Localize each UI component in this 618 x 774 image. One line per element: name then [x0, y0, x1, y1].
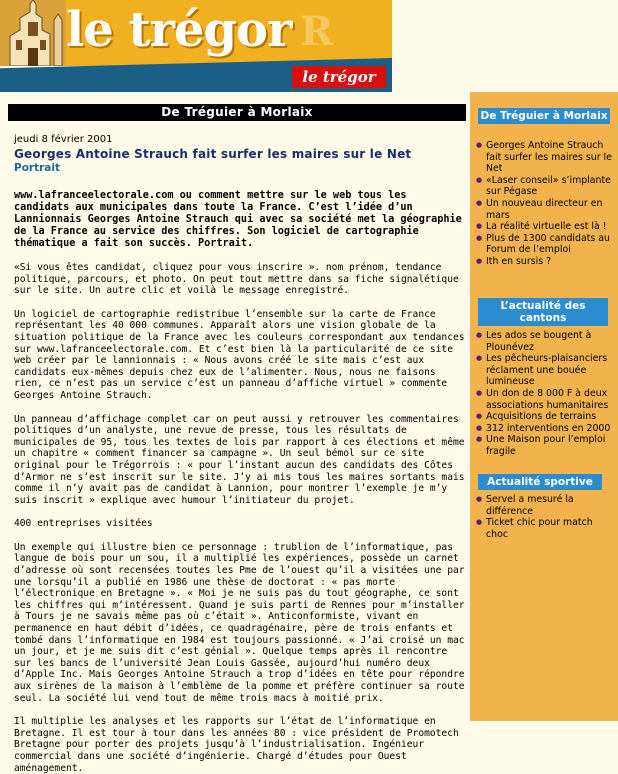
sidebar-list-cantons: [476, 330, 616, 458]
sidebar-link[interactable]: ● Les ados se bougent à Plounévez: [476, 330, 616, 353]
cathedral-icon: [0, 0, 66, 66]
sidebar-box-title-cantons: L’actualité des cantons: [478, 298, 608, 326]
sidebar-link[interactable]: ● 312 interventions en 2000: [476, 423, 616, 435]
sidebar-link[interactable]: ● Un don de 8 000 F à deux associations humanitaires: [476, 388, 616, 411]
article-lead: www.lafranceelectorale.com ou comment mettre sur le web tous les candidats aux municipales dans toute la France. C’est l’idée d’un Lannionnais Georges Antoine Strauch qui avec sa société met la géographie de la France au service des chiffres. Son logiciel de cartographie thématique a fait son succès. Portrait.: [14, 190, 462, 249]
section-title: De Tréguier à Morlaix: [8, 104, 466, 121]
sidebar-link[interactable]: ● La réalité virtuelle est là !: [476, 221, 616, 233]
article-paragraph: Un panneau d’affichage complet car on peut aussi y retrouver les commentaires politiques d’un analyste, une revue de presse, tous les résultats de municipales de 95, tous les textes de lois par rapport à ces élections et même un chapitre « comment financer sa campagne ». Un seul bémol sur ce site original pour le Trégorrois : « pour l’instant aucun des candidats des Côtes d’Armor ne s’est inscrit sur le site. J’y ai mis tous les maires sortants mais comme il n’y avait pas de candidat à Lannion, pour montrer l’exemple je m’y suis inscrit » explique avec humour l’initiateur du projet.: [14, 413, 465, 506]
sidebar-link[interactable]: ● Une Maison pour l’emploi fragile: [476, 434, 616, 457]
article-column: [8, 104, 466, 774]
logo-ghost-letter: R: [300, 8, 334, 55]
article-title: Georges Antoine Strauch fait surfer les maires sur le Net: [14, 147, 412, 161]
sidebar-link[interactable]: ● Ticket chic pour match choc: [476, 517, 616, 540]
sidebar-link[interactable]: ● Acquisitions de terrains: [476, 411, 616, 423]
site-header: [0, 0, 618, 92]
sidebar-link[interactable]: ● Georges Antoine Strauch fait surfer les maires sur le Net: [476, 140, 616, 175]
article-date: jeudi 8 février 2001: [14, 134, 113, 145]
sidebar-link[interactable]: ● Les pêcheurs-plaisanciers réclament une bouée lumineuse: [476, 353, 616, 388]
article-rubric: Portrait: [14, 162, 60, 174]
sidebar-link[interactable]: ● Servel a mesuré la différence: [476, 494, 616, 517]
sidebar-link[interactable]: ● Plus de 1300 candidats au Forum de l’emploi: [476, 233, 616, 256]
sidebar-list-local: [476, 140, 616, 268]
article-paragraph: Un exemple qui illustre bien ce personnage : trublion de l’informatique, pas langue de bois pour un sou, il a multiplié les expériences, possède un carnet d’adresse où sont recensées toutes les Pme de l’ouest qu’il a visitées une par une lorsqu’il a publié en 1986 une thèse de doctorat : « pas morte l’électronique en Bretagne ». « Moi je ne suis pas du tout géographe, ce sont les chiffres qui m’intéressent. Quand je suis parti de Rennes pour m’installer à Tours je ne savais même pas où c’était ». Anticonformiste, vivant en permanence en haut débit d’idées, ce quadragénaire, père de trois enfants et tombé dans l’informatique en 1984 est toujours passionné. « J’ai croisé un mac un jour, et je me suis dit c’est génial ». Quelque temps après il rencontre sur les bancs de l’université Jean Louis Gassée, aujourd’hui numéro deux d’Apple Inc. Mais Georges Antoine Strauch a trop d’idées en tête pour répondre aux sirènes de la maison à l’emblème de la pomme et préfère continuer sa route seul. La société lui vend tout de même trois macs à moitié prix.: [14, 541, 465, 704]
sidebar: [470, 92, 618, 721]
logo-badge[interactable]: le trégor: [292, 66, 386, 88]
sidebar-list-sport: [476, 494, 616, 540]
article-paragraph: «Si vous êtes candidat, cliquez pour vous inscrire ». nom prénom, tendance politique, parcours, et photo. On peut tout mettre dans sa fiche signalétique sur le site. Un autre clic et voilà le message enregistré.: [14, 262, 459, 297]
article-subheading: 400 entreprises visitées: [14, 518, 153, 530]
sidebar-link[interactable]: ● Un nouveau directeur en mars: [476, 198, 616, 221]
sidebar-box-title-sport: Actualité sportive: [478, 474, 602, 490]
site-logo[interactable]: le trégor: [66, 2, 292, 58]
sidebar-box-title-local: De Tréguier à Morlaix: [478, 108, 610, 124]
sidebar-link[interactable]: ● «Laser conseil» s’implante sur Pégase: [476, 175, 616, 198]
article-paragraph: Un logiciel de cartographie redistribue l’ensemble sur la carte de France représentant les 40 000 communes. Apparaît alors une vision globale de la situation politique de la France avec les couleurs correspondant aux tendances sur www.lafranceelectorale.com. Et c’est bien là la particularité de ce site web créer par le lannionnais : « Nous avons créé le site mais c’est aux candidats eux-mêmes depuis chez eux de l’alimenter. Nous, nous ne faisons rien, ce n’est pas un service c’est un panneau d’affiche virtuel » commente Georges Antoine Strauch.: [14, 308, 465, 401]
article-paragraph: Il multiplie les analyses et les rapports sur l’état de l’informatique en Bretagne. Il est tour à tour dans les années 80 : vice président de Promotech Bretagne pour porter des projets jusqu’à l’industrialisation. Ingénieur commercial dans une société d’ingénierie. Chargé d’études pour Ouest aménagement.: [14, 716, 459, 774]
sidebar-link[interactable]: ● Ith en sursis ?: [476, 256, 616, 268]
